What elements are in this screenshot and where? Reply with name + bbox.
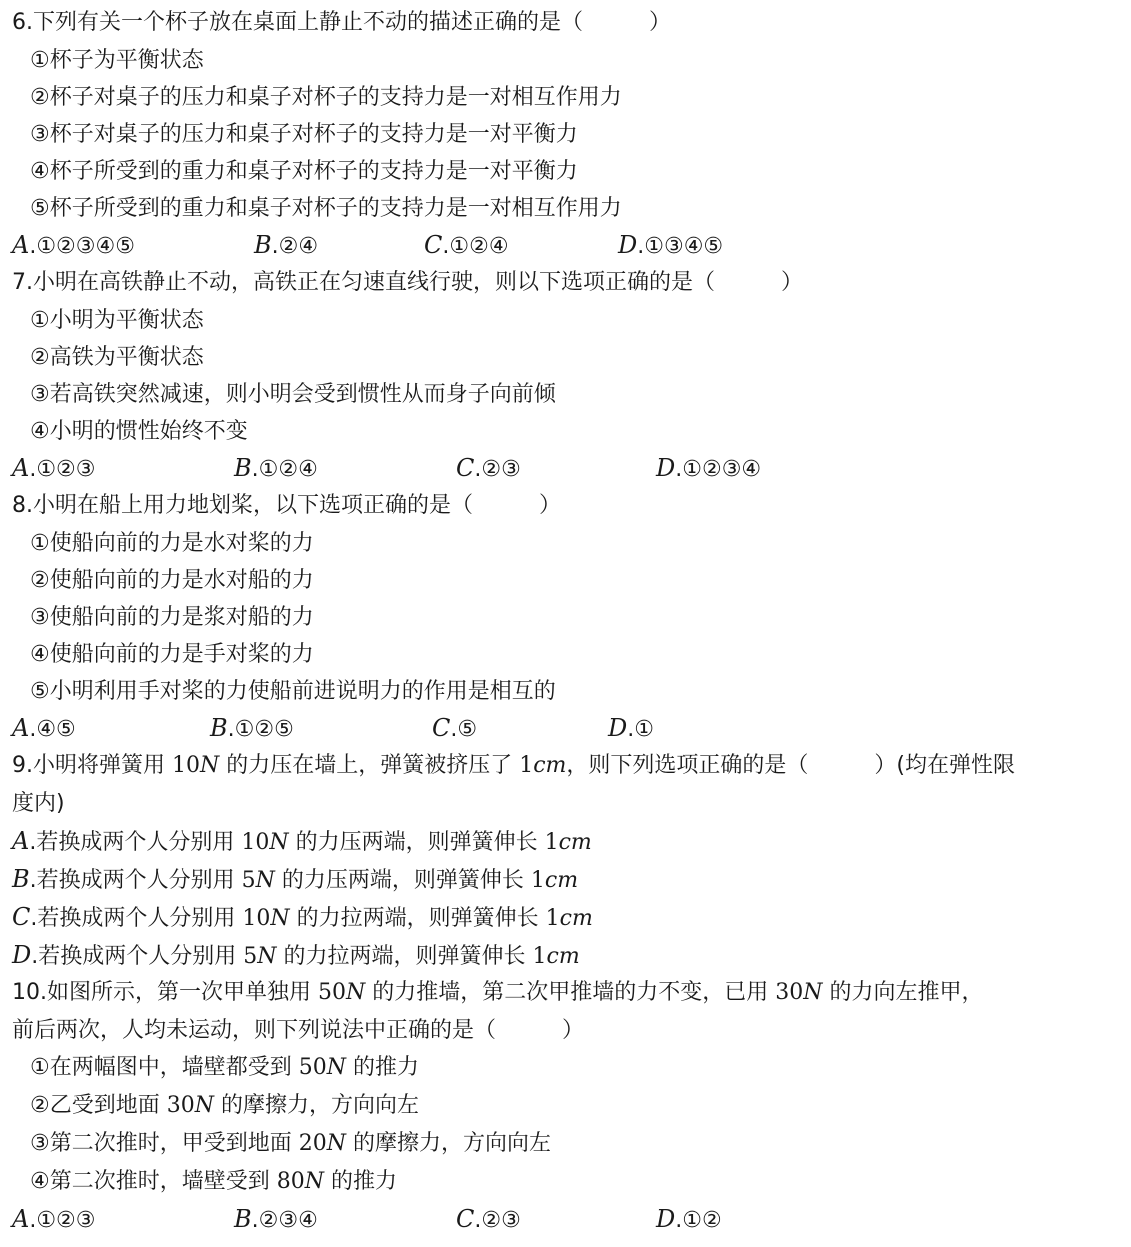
question-9-option-b[interactable]: B.若换成两个人分别用 5N 的力压两端，则弹簧伸长 1cm xyxy=(12,865,579,893)
question-8-option-d[interactable]: D.① xyxy=(608,714,654,742)
question-9-option-c[interactable]: C.若换成两个人分别用 10N 的力拉两端，则弹簧伸长 1cm xyxy=(12,903,593,931)
question-6-item-3: ③杯子对桌子的压力和桌子对杯子的支持力是一对平衡力 xyxy=(30,122,578,147)
question-7-item-2: ②高铁为平衡状态 xyxy=(30,345,204,370)
question-8 xyxy=(12,487,1119,747)
question-8-item-1: ①使船向前的力是水对桨的力 xyxy=(30,531,314,556)
question-6-item-4: ④杯子所受到的重力和桌子对杯子的支持力是一对平衡力 xyxy=(30,159,578,184)
question-7 xyxy=(12,264,1119,487)
question-9 xyxy=(12,747,1119,974)
question-8-option-b[interactable]: B.①②⑤ xyxy=(210,714,294,742)
question-10-option-c[interactable]: C.②③ xyxy=(456,1205,521,1233)
question-6-options xyxy=(12,227,1119,264)
question-6-stem: 6.下列有关一个杯子放在桌面上静止不动的描述正确的是（ ） xyxy=(12,10,671,35)
question-8-item-5: ⑤小明利用手对桨的力使船前进说明力的作用是相互的 xyxy=(30,679,556,704)
question-10-item-3: ③第二次推时，甲受到地面 20N 的摩擦力，方向向左 xyxy=(30,1131,551,1156)
question-6-option-b[interactable]: B.②④ xyxy=(254,231,319,259)
question-10-item-1: ①在两幅图中，墙壁都受到 50N 的推力 xyxy=(30,1055,419,1080)
question-10-option-a[interactable]: A.①②③ xyxy=(12,1205,96,1233)
question-9-option-d[interactable]: D.若换成两个人分别用 5N 的力拉两端，则弹簧伸长 1cm xyxy=(12,941,580,969)
question-8-options xyxy=(12,710,1119,747)
question-7-item-1: ①小明为平衡状态 xyxy=(30,308,204,333)
question-8-item-3: ③使船向前的力是浆对船的力 xyxy=(30,605,314,630)
question-7-item-4: ④小明的惯性始终不变 xyxy=(30,419,248,444)
question-6-item-5: ⑤杯子所受到的重力和桌子对杯子的支持力是一对相互作用力 xyxy=(30,196,622,221)
question-10-item-2: ②乙受到地面 30N 的摩擦力，方向向左 xyxy=(30,1093,419,1118)
question-8-option-a[interactable]: A.④⑤ xyxy=(12,714,76,742)
question-8-item-2: ②使船向前的力是水对船的力 xyxy=(30,568,314,593)
question-10-stem: 10.如图所示，第一次甲单独用 50N 的力推墙，第二次甲推墙的力不变，已用 30N 的力向左推甲， xyxy=(12,980,984,1005)
question-10-stem-continued: 前后两次，人均未运动，则下列说法中正确的是（ ） xyxy=(12,1018,585,1043)
question-10-options xyxy=(12,1201,1119,1238)
question-6 xyxy=(12,4,1119,264)
question-6-item-1: ①杯子为平衡状态 xyxy=(30,48,204,73)
question-7-options xyxy=(12,450,1119,487)
question-9-option-a[interactable]: A.若换成两个人分别用 10N 的力压两端，则弹簧伸长 1cm xyxy=(12,827,592,855)
question-10-option-b[interactable]: B.②③④ xyxy=(234,1205,318,1233)
question-8-stem: 8.小明在船上用力地划桨，以下选项正确的是（ ） xyxy=(12,493,561,518)
question-6-item-2: ②杯子对桌子的压力和桌子对杯子的支持力是一对相互作用力 xyxy=(30,85,622,110)
question-7-option-c[interactable]: C.②③ xyxy=(456,454,521,482)
question-8-item-4: ④使船向前的力是手对桨的力 xyxy=(30,642,314,667)
question-9-stem: 9.小明将弹簧用 10N 的力压在墙上，弹簧被挤压了 1cm，则下列选项正确的是（ ）(均在弹性限 xyxy=(12,753,1016,778)
question-9-stem-continued: 度内) xyxy=(12,791,65,816)
question-7-option-a[interactable]: A.①②③ xyxy=(12,454,96,482)
question-6-option-d[interactable]: D.①③④⑤ xyxy=(618,231,724,259)
question-6-option-a[interactable]: A.①②③④⑤ xyxy=(12,231,135,259)
question-7-option-b[interactable]: B.①②④ xyxy=(234,454,318,482)
question-7-option-d[interactable]: D.①②③④ xyxy=(656,454,762,482)
question-10-item-4: ④第二次推时，墙壁受到 80N 的推力 xyxy=(30,1169,397,1194)
question-7-item-3: ③若高铁突然减速，则小明会受到惯性从而身子向前倾 xyxy=(30,382,556,407)
question-8-option-c[interactable]: C.⑤ xyxy=(432,714,478,742)
question-10-option-d[interactable]: D.①② xyxy=(656,1205,722,1233)
question-6-option-c[interactable]: C.①②④ xyxy=(424,231,509,259)
question-10 xyxy=(12,974,1119,1238)
question-7-stem: 7.小明在高铁静止不动，高铁正在匀速直线行驶，则以下选项正确的是（ ） xyxy=(12,270,803,295)
